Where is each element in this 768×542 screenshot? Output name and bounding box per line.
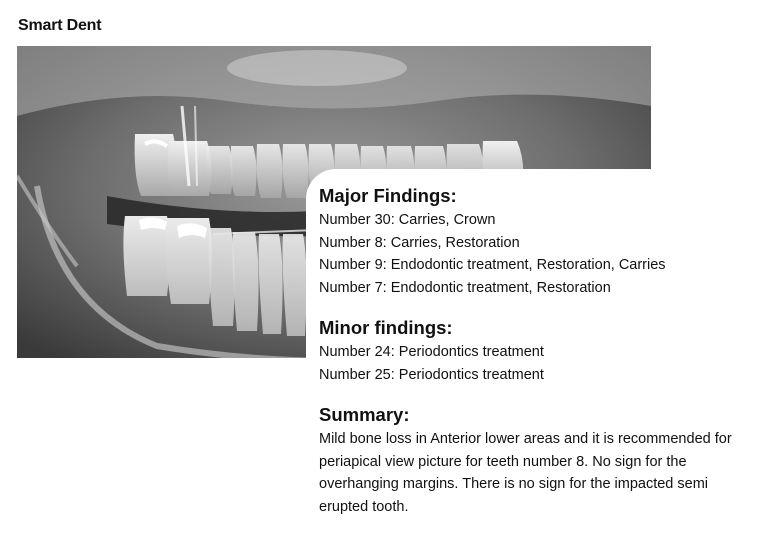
major-findings-section	[319, 183, 768, 299]
major-findings-list	[319, 209, 768, 299]
minor-finding-item: Number 24: Periodontics treatment	[319, 344, 544, 360]
minor-findings-section	[319, 315, 768, 386]
major-findings-heading: Major Findings:	[319, 185, 457, 206]
summary-section	[319, 402, 768, 518]
summary-text: Mild bone loss in Anterior lower areas and it is recommended for periapical view picture for teeth number 8. No sign for the overhanging margins. There is no sign for the impacted semi erupted tooth.	[319, 431, 732, 515]
major-finding-item: Number 9: Endodontic treatment, Restoration, Carries	[319, 257, 666, 273]
minor-findings-list	[319, 341, 768, 386]
minor-findings-heading: Minor findings:	[319, 317, 453, 338]
major-finding-item: Number 30: Carries, Crown	[319, 212, 496, 228]
findings-report-panel	[306, 169, 768, 542]
app-title: Smart Dent	[18, 17, 102, 34]
major-finding-item: Number 7: Endodontic treatment, Restoration	[319, 279, 611, 296]
summary-heading: Summary:	[319, 404, 410, 425]
minor-finding-item: Number 25: Periodontics treatment	[319, 366, 544, 383]
major-finding-item: Number 8: Carries, Restoration	[319, 234, 520, 251]
